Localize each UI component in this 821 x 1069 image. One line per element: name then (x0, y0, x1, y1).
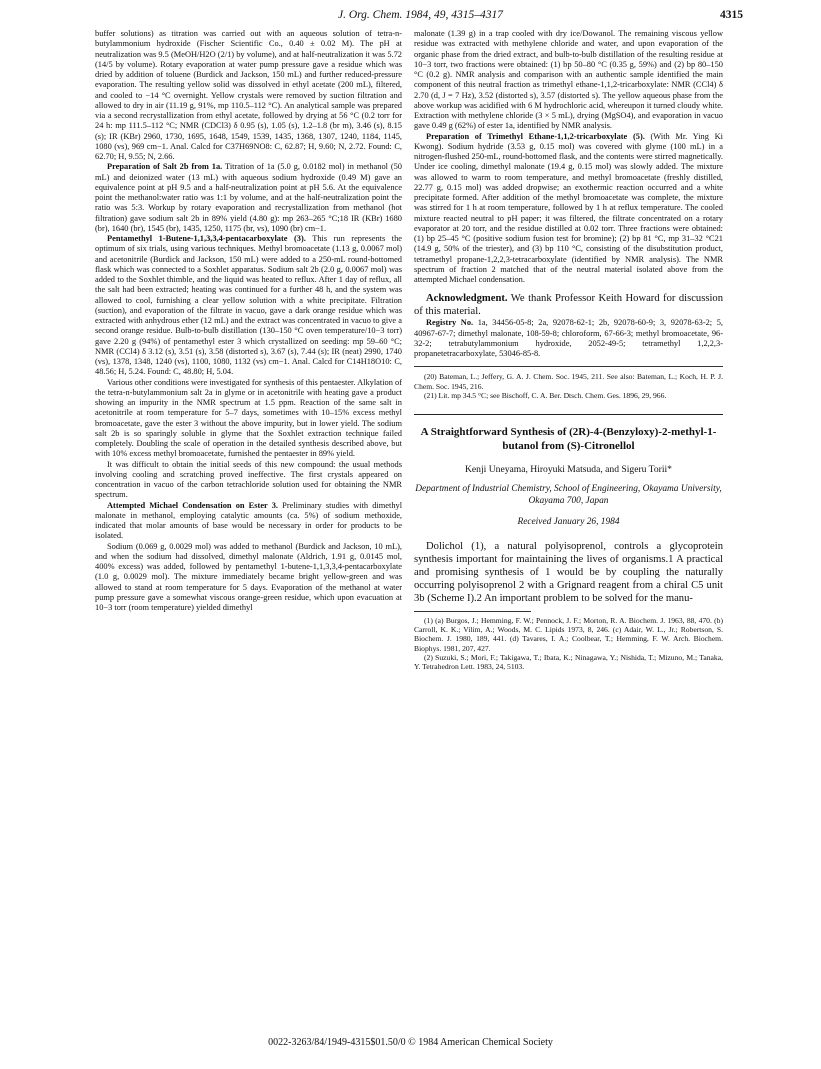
paragraph-text: Preliminary studies with dimethyl malonate in methanol, employing catalytic amounts (ca. 5%) of sodium methoxide, indicated that molar amounts of base would be necessary in order for products to be isolated. (95, 500, 403, 541)
page-number: 4315 (720, 9, 743, 21)
paragraph-text: (With Mr. Ying Ki Kwong). Sodium hydride (3.53 g, 0.15 mol) was covered with glyme (100 mL) in a nitrogen-flushed 250-mL, round-bottomed flask, and the contents were stirred magnetically. Under ice cooling, dimethyl malonate (19.4 g, 0.15 mol) was slowly added. The mixture was allowed to warm to room temperature, and methyl bromoacetate (freshly distilled, 22.77 g, 0.15 mol) was added dropwise; an exothermic reaction occurred and a white precipitate formed. After addition of the methyl bromoacetate was complete, the mixture was stirred for 1 h at room temperature, followed by 1 h at reflux temperature. The cooled mixture reacted neutral to pH paper; it was filtered, the filtrate concentrated on a rotary evaporator at 20 torr, and the residue distilled at 0.02 torr. Three fractions were obtained: (1) bp 25–45 °C (positive sodium fusion test for bromine); (2) bp 81 °C, mp 31–32 °C21 (14.9 g, 50% of the triester), and (3) bp 110 °C, consisting of the disubstitution product, tetramethyl propane-1,2,2,3-tetracarboxylate (identified by NMR analysis). The NMR spectrum of fraction 2 matched that of the neutral material isolated above from the attempted Michael condensation. (414, 131, 723, 284)
acknowledgment-text: We thank Professor Keith Howard for discussion of this material. (414, 293, 724, 318)
received-date: Received January 26, 1984 (517, 517, 620, 528)
author-list: Kenji Uneyama, Hiroyuki Matsuda, and Sigeru Torii* (465, 464, 672, 476)
copyright-footer: 0022-3263/84/1949-4315$01.50/0 © 1984 American Chemical Society (268, 1037, 553, 1048)
footnote: (2) Suzuki, S.; Mori, F.; Takigawa, T.; Ibata, K.; Ninagawa, Y.; Nishida, T.; Mizuno, M.; Tanaka, Y. Tetrahedron Lett. 1983, 24, 5103. (414, 652, 723, 672)
registry-heading: Registry No. (426, 318, 474, 328)
article-divider (414, 414, 723, 415)
paragraph (414, 132, 723, 286)
running-header (98, 9, 743, 25)
affiliation: Department of Industrial Chemistry, School of Engineering, Okayama University, Okayama 700, Japan (415, 484, 722, 506)
left-column (95, 29, 402, 613)
paragraph: Various other conditions were investigated for synthesis of this pentaester. Alkylation of the tetra-n-butylammonium salt 2a in glyme or in acetonitrile with heating gave a product showing an impurity in the NMR spectrum at 1.5 ppm. Reaction of the same salt in acetonitrile at room temperature for 5–7 days, sometimes with 10–15% excess methyl bromoacetate, gave the ester 3 without the above impurity, but in lower yield. The sodium salt 2b is so sparingly soluble in glyme that the Soxhlet extraction technique failed completely. Doubling the scale of operation in the detailed synthesis described above, but with 10% excess methyl bromoacetate, furnished the pentaester in 89% yield. (95, 377, 402, 459)
registry-text: 1a, 34456-05-8; 2a, 92078-62-1; 2b, 92078-60-9; 3, 92078-63-2; 5, 40967-67-7; dimethyl malonate, 108-59-8; chloroform, 67-66-3; methyl bromoacetate, 96-32-2; tetrabutylammonium hydroxide, 2052-49-5; tetramethyl 1,2,2,3-propanetetracarboxylate, 53046-85-8. (414, 318, 723, 359)
paragraph-text: Titration of 1a (5.0 g, 0.0182 mol) in methanol (50 mL) and deionized water (13 mL) with aqueous sodium hydroxide (0.49 M) gave an equivalence point at pH 9.5 and a half-neutralization point at pH 5.6. At the equivalence point the methanol:water ratio was 1:1 by volume, and at the half-neutralization point the ratio was 5:3. Workup by rotary evaporation and recrystallization from methanol (hot filtration) gave sodium salt 2b in 89% yield (4.80 g): mp 263–265 °C;18 IR (KBr) 1680 (br), 1640 (br), 1545 (br), 1435, 1250, 1175 (br, vs), 1090 (br) cm−1. (95, 162, 402, 233)
footnote: (21) Lit. mp 34.5 °C; see Bischoff, C. A. Ber. Dtsch. Chem. Ges. 1896, 29, 966. (424, 390, 667, 400)
journal-citation: J. Org. Chem. 1984, 49, 4315–4317 (337, 9, 504, 21)
run-in-heading: Attempted Michael Condensation on Ester 3. (107, 500, 279, 510)
paragraph: malonate (1.39 g) in a trap cooled with dry ice/Dowanol. The remaining viscous yellow residue was extracted with methylene chloride and water, and upon evaporation of the organic phase from the dried extract, and bulb-to-bulb distillation of the resulting residue at 10−3 torr, two fractions were obtained: (1) bp 50–80 °C (0.35 g, 59%) and (2) bp 80–150 °C (0.2 g). NMR analysis and comparison with an authentic sample identified the main component of this neutral fraction as trimethyl ethane-1,1,2-tricarboxylate: NMR (CCl4) δ 2.70 (d, J = 7 Hz), 3.52 (distorted s), 3.57 (distorted s). The yellow aqueous phase from the above workup was acidified with 6 M hydrochloric acid, whereupon it turned cloudy white. Extraction with methylene chloride (3 × 5 mL), drying (MgSO4), and evaporation in vacuo gave 0.49 g (62%) of ester 1a, identified by NMR analysis. (414, 29, 723, 131)
paragraph: It was difficult to obtain the initial seeds of this new compound: the usual methods involving cooling and scratching proved ineffective. The first crystals appeared on concentration in vacuo of the carbon tetrachloride solution used for obtaining the NMR spectrum. (95, 459, 402, 500)
article-title: A Straightforward Synthesis of (2R)-4-(Benzyloxy)-2-methyl-1-butanol from (S)-Citronellol (420, 426, 717, 453)
intro-paragraph: Dolichol (1), a natural polyisoprenol, controls a glycoprotein synthesis important for maintaining the lives of organisms.1 A practical and promising synthesis of 1 would be by coupling the naturally occurring polyisoprenol 2 with a Grignard reagent from a chiral C5 unit 3b (Scheme I).2 An important problem to be solved for the manu- (414, 540, 723, 604)
acknowledgment-heading: Acknowledgment. (426, 293, 508, 305)
paragraph (95, 234, 402, 378)
paragraph: buffer solutions) as titration was carried out with an aqueous solution of tetra-n-butylammonium hydroxide (Fischer Scientific Co., 0.40 ± 0.02 M). The pH at neutralization was 9.5 (MeOH/H2O (2/1) by volume), and at half-neutralization it was 5.72 (14/5 by volume). Rotary evaporation at water pump pressure gave a residue which was dried by addition of toluene (Burdick and Jackson, 150 mL) and further reduced-pressure evaporation. The resulting yellow solid was dissolved in ethyl acetate (200 mL), filtered, and cooled to −14 °C overnight. Yellow crystals were removed by suction filtration and allowed to dry in air (11.19 g, 91%, mp 110.5–112 °C). An analytical sample was prepared via a second recrystallization from ethyl acetate, followed by drying at 56 °C (0.2 torr for 24 h: mp 111.5–112 °C; NMR (CDCl3) δ 0.95 (s), 1.05 (s), 1.2–1.8 (br m), 3.46 (s), 8.15 (s); IR (KBr) 2960, 1730, 1695, 1648, 1549, 1539, 1435, 1368, 1307, 1240, 1184, 1145, 1080 (vs), 969 cm−1. Anal. Calcd for C37H69NO8: C, 62.87; H, 9.60; N, 2.72. Found: C, 62.70; H, 9.55; N, 2.66. (95, 29, 402, 161)
paragraph: Sodium (0.069 g, 0.0029 mol) was added to methanol (Burdick and Jackson, 10 mL), and when the sodium had dissolved, dimethyl malonate (Aldrich, 1.91 g, 0.0145 mol, 400% excess) was added, followed by pentamethyl 1-butene-1,1,3,3,4-pentacarboxylate (1.0 g, 0.0029 mol). The mixture immediately became bright yellow-green and was allowed to stand at room temperature for 5 days. Evaporation of the methanol at water pump pressure gave a somewhat viscous orange-green residue, which upon evacuation at 10−3 torr (room temperature) yielded dimethyl (95, 541, 402, 612)
run-in-heading: Preparation of Trimethyl Ethane-1,1,2-tricarboxylate (5). (426, 131, 645, 141)
paragraph (95, 162, 402, 234)
acknowledgment (414, 292, 723, 318)
run-in-heading: Pentamethyl 1-Butene-1,1,3,3,4-pentacarboxylate (3). (107, 234, 306, 243)
footnote: (20) Bateman, L.; Jeffery, G. A. J. Chem. Soc. 1945, 211. See also: Bateman, L.; Koch, H. P. J. Chem. Soc. 1945, 216. (414, 372, 723, 391)
footnote-separator (414, 611, 531, 612)
footnote: (1) (a) Burgos, J.; Hemming, F. W.; Pennock, J. F.; Morton, R. A. Biochem. J. 1963, 88, 470. (b) Carroll, K. K.; Vilim, A.; Woods, M. C. Lipids 1973, 8, 246. (c) Adair, W. L., Jr.; Robertson, S. Biochem. J. 1980, 189, 441. (d) Tavares, I. A.; Coolbear, T.; Hemming, F. W. Arch. Biochem. Biophys. 1981, 207, 427. (414, 616, 723, 653)
paragraph-text: This run represents the optimum of six trials, using various techniques. Methyl bromoacetate (1.13 g, 0.0067 mol) and acetonitrile (Burdick and Jackson, 150 mL) were added to a 250-mL round-bottomed flask which was connected to a Soxhlet apparatus. Sodium salt 2b (2.0 g, 0.0067 mol) was added to the Soxhlet thimble, and the liquid was heated to reflux. After 1 day of reflux, all the salt had been extracted; heating was continued for a further 48 h, and the system was allowed to cool, furnishing a clear yellow solution with a white precipitate. Filtration (suction), and evaporation of the filtrate in vacuo, gave a dark orange residue which was extracted with anhydrous ether (12 mL) and the extract was concentrated in vacuo to give a second orange residue. Bulb-to-bulb distillation (130–150 °C oven temperature/10−3 torr) gave 2.20 g (94%) of pentamethyl ester 3 which crystallized on seeding: mp 59–60 °C; NMR (CCl4) δ 3.12 (s), 3.51 (s), 3.58 (distorted s), 3.67 (s), 7.44 (s); IR (neat) 2990, 1740 (vs), 1378, 1348, 1240 (vs), 1100, 1080, 1132 (vs) cm−1. Anal. Calcd for C14H18O10: C, 48.56; H, 5.24. Found: C, 48.80; H, 5.04. (95, 234, 402, 377)
registry-numbers (414, 318, 723, 359)
paragraph (95, 501, 402, 542)
right-column (414, 29, 723, 671)
footnote-separator (414, 366, 723, 367)
run-in-heading: Preparation of Salt 2b from 1a. (107, 162, 223, 172)
